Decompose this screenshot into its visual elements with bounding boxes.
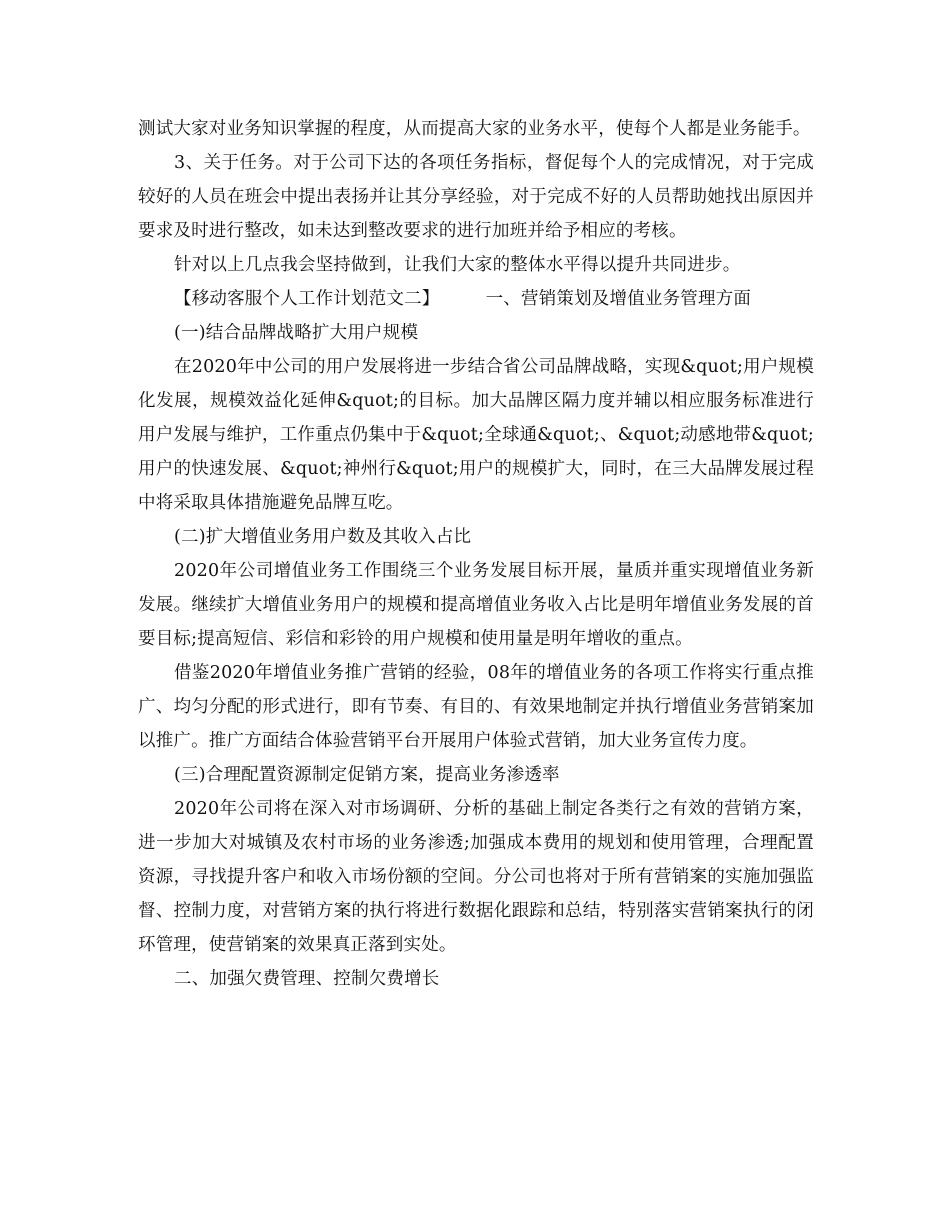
paragraph-value-added-goals: 2020年公司增值业务工作围绕三个业务发展目标开展，量质并重实现增值业务新发展。继续扩大增值业务用户的规模和提高增值业务收入占比是明年增值业务发展的首要目标;提高短信、彩信和彩铃的用户规模和使用量是明年增收的重点。 [138,561,814,649]
subheading-brand-strategy: (一)结合品牌战略扩大用户规模 [174,323,419,343]
paragraph-promotion-experience: 借鉴2020年增值业务推广营销的经验，08年的增值业务的各项工作将实行重点推广、均匀分配的形式进行，即有节奏、有目的、有效果地制定并执行增值业务营销案加以推广。推广方面结合体验营销平台开展用户体验式营销，加大业务宣传力度。 [138,663,814,751]
document-body [138,112,814,996]
section-heading-sample-two: 【移动客服个人工作计划范文二】 一、营销策划及增值业务管理方面 [174,289,752,309]
section-heading-arrears: 二、加强欠费管理、控制欠费增长 [174,969,440,989]
subheading-value-added-users: (二)扩大增值业务用户数及其收入占比 [174,527,472,547]
paragraph-user-development: 在2020年中公司的用户发展将进一步结合省公司品牌战略，实现&quot;用户规模化发展，规模效益化延伸&quot;的目标。加大品牌区隔力度并辅以相应服务标准进行用户发展与维护，工作重点仍集中于&quot;全球通&quot;、&quot;动感地带&quot;用户的快速发展、&quot;神州行&quot;用户的规模扩大，同时，在三大品牌发展过程中将采取具体措施避免品牌互吃。 [138,357,814,513]
subheading-resource-allocation: (三)合理配置资源制定促销方案，提高业务渗透率 [174,765,560,785]
paragraph-closing: 针对以上几点我会坚持做到，让我们大家的整体水平得以提升共同进步。 [174,255,741,275]
paragraph-1: 测试大家对业务知识掌握的程度，从而提高大家的业务水平，使每个人都是业务能手。 [138,119,811,139]
paragraph-task-item-3: 3、关于任务。对于公司下达的各项任务指标，督促每个人的完成情况，对于完成较好的人员在班会中提出表扬并让其分享经验，对于完成不好的人员帮助她找出原因并要求及时进行整改，如未达到整改要求的进行加班并给予相应的考核。 [138,153,814,241]
paragraph-market-research: 2020年公司将在深入对市场调研、分析的基础上制定各类行之有效的营销方案，进一步加大对城镇及农村市场的业务渗透;加强成本费用的规划和使用管理，合理配置资源，寻找提升客户和收入市场份额的空间。分公司也将对于所有营销案的实施加强监督、控制力度，对营销方案的执行将进行数据化跟踪和总结，特别落实营销案执行的闭环管理，使营销案的效果真正落到实处。 [138,799,814,955]
